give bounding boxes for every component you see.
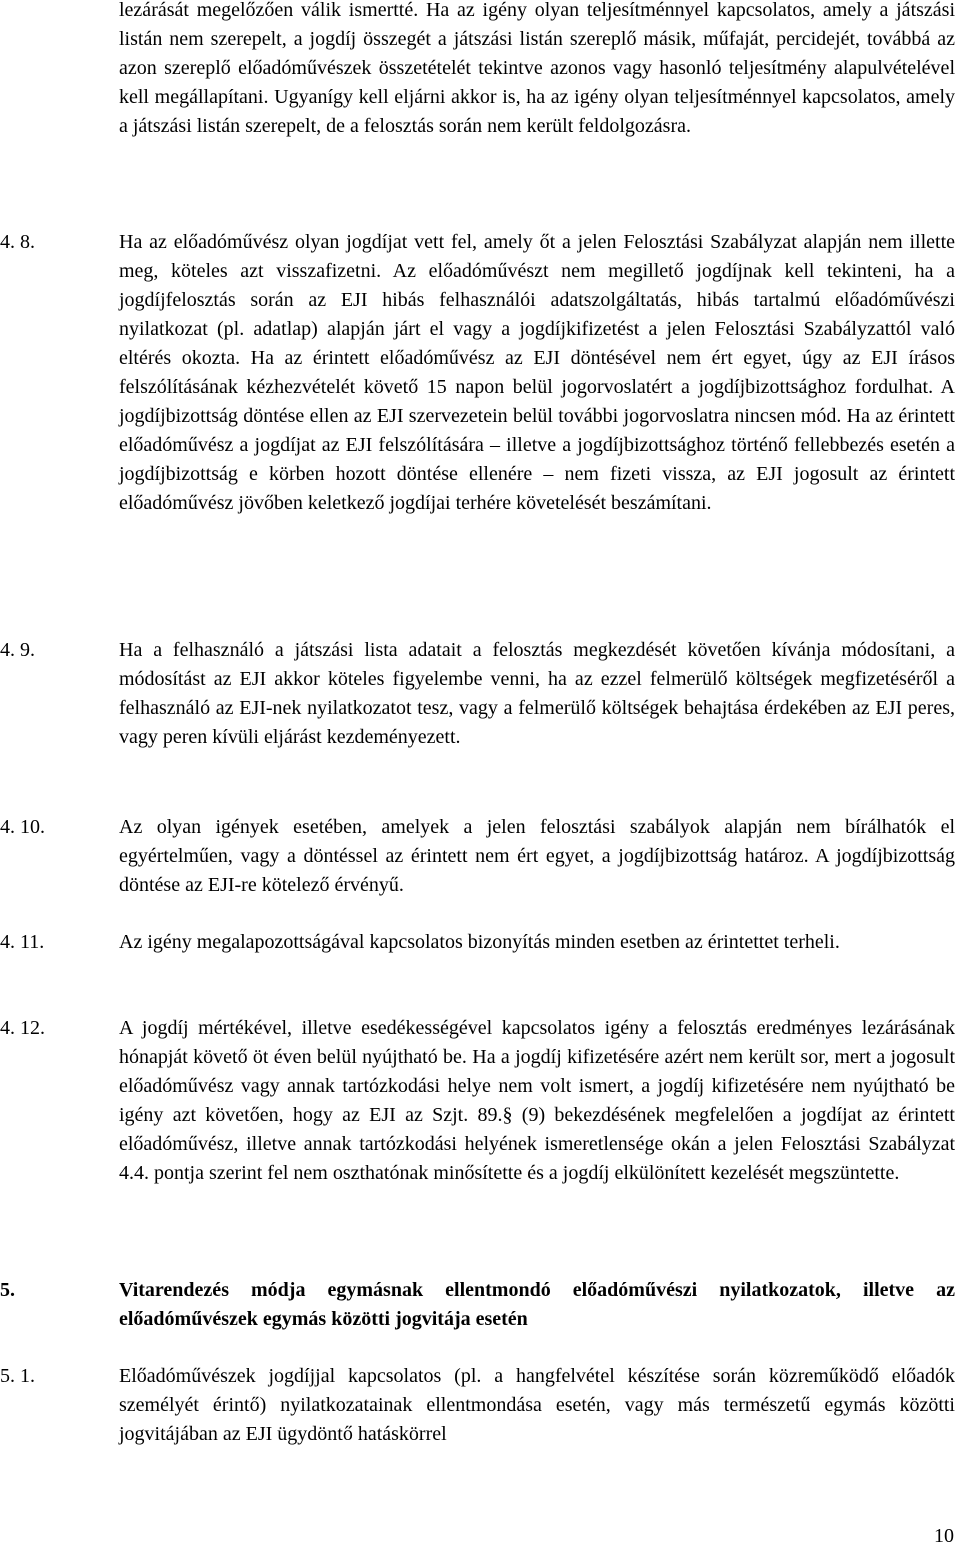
section-number: 5. (0, 1279, 15, 1301)
item-number: 4. 9. (0, 639, 35, 661)
item-number: 4. 10. (0, 816, 45, 838)
item-text: A jogdíj mértékével, illetve esedékességével kapcsolatos igény a felosztás eredményes lezárásának hónapját követő öt éven belül nyújtható be. Ha a jogdíj kifizetésére azért nem került sor, mert a jogosult előadóművész vagy annak tartózkodási helye nem volt ismert, a jogdíj kifizetésére nem nyújtható be igény azt követően, hogy az EJI az Szjt. 89.§ (9) bekezdésének megfelelően a jogdíjat az érintett előadóművész, illetve annak tartózkodási helyének ismeretlensége okán a jelen Felosztási Szabályzat 4.4. pontja szerint fel nem oszthatónak minősítette és a jogdíj elkülönített kezelését megszüntette. (119, 1017, 955, 1184)
section-title: Vitarendezés módja egymásnak ellentmondó előadóművészi nyilatkozatok, illetve az előadóművészek egymás közötti jogvitája esetén (119, 1279, 955, 1330)
page-number: 10 (934, 1525, 954, 1547)
item-text: Ha az előadóművész olyan jogdíjat vett fel, amely őt a jelen Felosztási Szabályzat alapján nem illette meg, köteles azt visszafizetni. Az előadóművészt nem megillető jogdíjnak kell tekinteni, ha a jogdíjfelosztás során az EJI hibás felhasználói adatszolgáltatás, hibás tartalmú előadóművészi nyilatkozat (pl. adatlap) alapján járt el vagy a jogdíjkifizetést a jelen Felosztási Szabályzattól való eltérés okozta. Ha az érintett előadóművész az EJI döntésével nem ért egyet, úgy az EJI írásos felszólításának kézhezvételét követő 15 napon belül jogorvoslatért a jogdíjbizottsághoz fordulhat. A jogdíjbizottság döntése ellen az EJI szervezetein belül további jogorvoslatra nincsen mód. Ha az érintett előadóművész a jogdíjat az EJI felszólítására – illetve a jogdíjbizottsághoz történő fellebbezés esetén a jogdíjbizottság e körben hozott döntése ellenére – nem fizeti vissza, az EJI jogosult az érintett előadóművész jövőben keletkező jogdíjai terhére követelését beszámítani. (119, 231, 955, 514)
item-text: Az olyan igények esetében, amelyek a jelen felosztási szabályok alapján nem bírálhatók el egyértelműen, vagy a döntéssel az érintett nem ért egyet, a jogdíjbizottság határoz. A jogdíjbizottság döntése az EJI-re kötelező érvényű. (119, 816, 955, 896)
item-number: 5. 1. (0, 1365, 35, 1387)
item-number: 4. 8. (0, 231, 35, 253)
item-text: Előadóművészek jogdíjjal kapcsolatos (pl. a hangfelvétel készítése során közreműködő előadók személyét érintő) nyilatkozatainak ellentmondása esetén, vagy más természetű egymás közötti jogvitájában az EJI ügydöntő hatáskörrel (119, 1365, 955, 1445)
item-number: 4. 11. (0, 931, 45, 953)
item-text: Ha a felhasználó a játszási lista adatait a felosztás megkezdését követően kívánja módosítani, a módosítást az EJI akkor köteles figyelembe venni, ha az ezzel felmerülő költségek megfizetéséről a felhasználó az EJI-nek nyilatkozatot tesz, vagy a felmerülő költségek behajtása érdekében az EJI peres, vagy peren kívüli eljárást kezdeményezett. (119, 639, 955, 748)
item-text: Az igény megalapozottságával kapcsolatos bizonyítás minden esetben az érintettet terheli. (119, 931, 840, 953)
item-number: 4. 12. (0, 1017, 45, 1039)
continuation-paragraph: lezárását megelőzően válik ismertté. Ha az igény olyan teljesítménnyel kapcsolatos, amely a játszási listán nem szerepelt, a jogdíj összegét a játszási listán szereplő másik, műfaját, percidejét, továbbá az azon szereplő előadóművészek összetételét tekintve azonos vagy hasonló teljesítmény alapulvételével kell megállapítani. Ugyanígy kell eljárni akkor is, ha az igény olyan teljesítménnyel kapcsolatos, amely a játszási listán szerepelt, de a felosztás során nem került feldolgozásra. (119, 0, 955, 137)
